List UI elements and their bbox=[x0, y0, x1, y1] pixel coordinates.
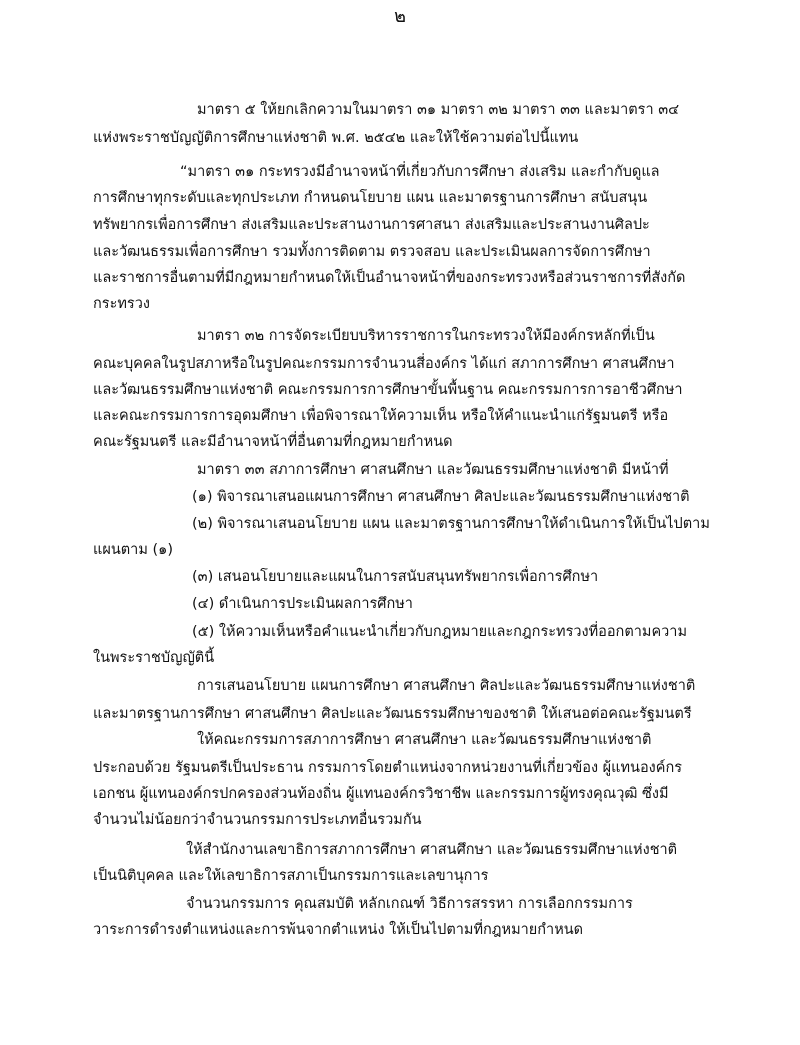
text-line: (๒) พิจารณาเสนอนโยบาย แผน และมาตรฐานการศึกษาให้ดำเนินการให้เป็นไปตาม bbox=[192, 516, 710, 532]
text-line: เอกชน ผู้แทนองค์กรปกครองส่วนท้องถิ่น ผู้แทนองค์กรวิชาชีพ และกรรมการผู้ทรงคุณวุฒิ ซึ่งมี bbox=[93, 786, 669, 802]
text-line: และราชการอื่นตามที่มีกฎหมายกำหนดให้เป็นอำนาจหน้าที่ของกระทรวงหรือส่วนราชการที่สังกัด bbox=[93, 270, 686, 286]
text-line: ให้สำนักงานเลขาธิการสภาการศึกษา ศาสนศึกษา และวัฒนธรรมศึกษาแห่งชาติ bbox=[186, 842, 678, 858]
text-line: กระทรวง bbox=[93, 296, 150, 312]
text-line: เป็นนิติบุคคล และให้เลขาธิการสภาเป็นกรรมการและเลขานุการ bbox=[93, 868, 489, 884]
text-line: (๔) ดำเนินการประเมินผลการศึกษา bbox=[192, 596, 413, 612]
text-line: วาระการดำรงตำแหน่งและการพ้นจากตำแหน่ง ให้เป็นไปตามที่กฎหมายกำหนด bbox=[93, 922, 584, 938]
text-line: และวัฒนธรรมศึกษาแห่งชาติ คณะกรรมการการศึกษาขั้นพื้นฐาน คณะกรรมการการอาชีวศึกษา bbox=[93, 382, 683, 398]
text-line: ให้คณะกรรมการสภาการศึกษา ศาสนศึกษา และวัฒนธรรมศึกษาแห่งชาติ bbox=[197, 732, 652, 748]
text-line: แห่งพระราชบัญญัติการศึกษาแห่งชาติ พ.ศ. ๒๕๔๒ และให้ใช้ความต่อไปนี้แทน bbox=[93, 130, 579, 146]
text-line: ในพระราชบัญญัตินี้ bbox=[93, 650, 215, 666]
text-line: (๓) เสนอนโยบายและแผนในการสนับสนุนทรัพยากรเพื่อการศึกษา bbox=[192, 569, 599, 585]
text-line: การเสนอนโยบาย แผนการศึกษา ศาสนศึกษา ศิลปะและวัฒนธรรมศึกษาแห่งชาติ bbox=[197, 678, 696, 694]
text-line: จำนวนกรรมการ คุณสมบัติ หลักเกณฑ์ วิธีการสรรหา การเลือกกรรมการ bbox=[186, 896, 633, 912]
text-line: (๑) พิจารณาเสนอแผนการศึกษา ศาสนศึกษา ศิลปะและวัฒนธรรมศึกษาแห่งชาติ bbox=[192, 489, 690, 505]
text-line: การศึกษาทุกระดับและทุกประเภท กำหนดนโยบาย แผน และมาตรฐานการศึกษา สนับสนุน bbox=[93, 190, 648, 206]
text-line: มาตรา ๓๓ สภาการศึกษา ศาสนศึกษา และวัฒนธรรมศึกษาแห่งชาติ มีหน้าที่ bbox=[197, 462, 669, 478]
text-line: มาตรา ๕ ให้ยกเลิกความในมาตรา ๓๑ มาตรา ๓๒ มาตรา ๓๓ และมาตรา ๓๔ bbox=[197, 102, 680, 118]
text-line: แผนตาม (๑) bbox=[93, 542, 173, 558]
text-line: และมาตรฐานการศึกษา ศาสนศึกษา ศิลปะและวัฒนธรรมศึกษาของชาติ ให้เสนอต่อคณะรัฐมนตรี bbox=[93, 706, 692, 722]
text-line: ทรัพยากรเพื่อการศึกษา ส่งเสริมและประสานงานการศาสนา ส่งเสริมและประสานงานศิลปะ bbox=[93, 217, 650, 233]
text-line: คณะบุคคลในรูปสภาหรือในรูปคณะกรรมการจำนวนสี่องค์กร ได้แก่ สภาการศึกษา ศาสนศึกษา bbox=[93, 356, 675, 372]
text-line: มาตรา ๓๒ การจัดระเบียบบริหารราชการในกระทรวงให้มีองค์กรหลักที่เป็น bbox=[197, 328, 655, 344]
text-line: “มาตรา ๓๑ กระทรวงมีอำนาจหน้าที่เกี่ยวกับการศึกษา ส่งเสริม และกำกับดูแล bbox=[180, 164, 660, 180]
text-line: จำนวนไม่น้อยกว่าจำนวนกรรมการประเภทอื่นรวมกัน bbox=[93, 812, 422, 828]
text-line: (๕) ให้ความเห็นหรือคำแนะนำเกี่ยวกับกฎหมายและกฎกระทรวงที่ออกตามความ bbox=[192, 624, 687, 640]
text-line: คณะรัฐมนตรี และมีอำนาจหน้าที่อื่นตามที่กฎหมายกำหนด bbox=[93, 434, 453, 450]
text-line: และคณะกรรมการการอุดมศึกษา เพื่อพิจารณาให้ความเห็น หรือให้คำแนะนำแก่รัฐมนตรี หรือ bbox=[93, 408, 669, 424]
text-line: และวัฒนธรรมเพื่อการศึกษา รวมทั้งการติดตาม ตรวจสอบ และประเมินผลการจัดการศึกษา bbox=[93, 244, 651, 260]
page-number: ๒ bbox=[394, 6, 406, 27]
text-line: ประกอบด้วย รัฐมนตรีเป็นประธาน กรรมการโดยตำแหน่งจากหน่วยงานที่เกี่ยวข้อง ผู้แทนองค์กร bbox=[93, 760, 683, 776]
